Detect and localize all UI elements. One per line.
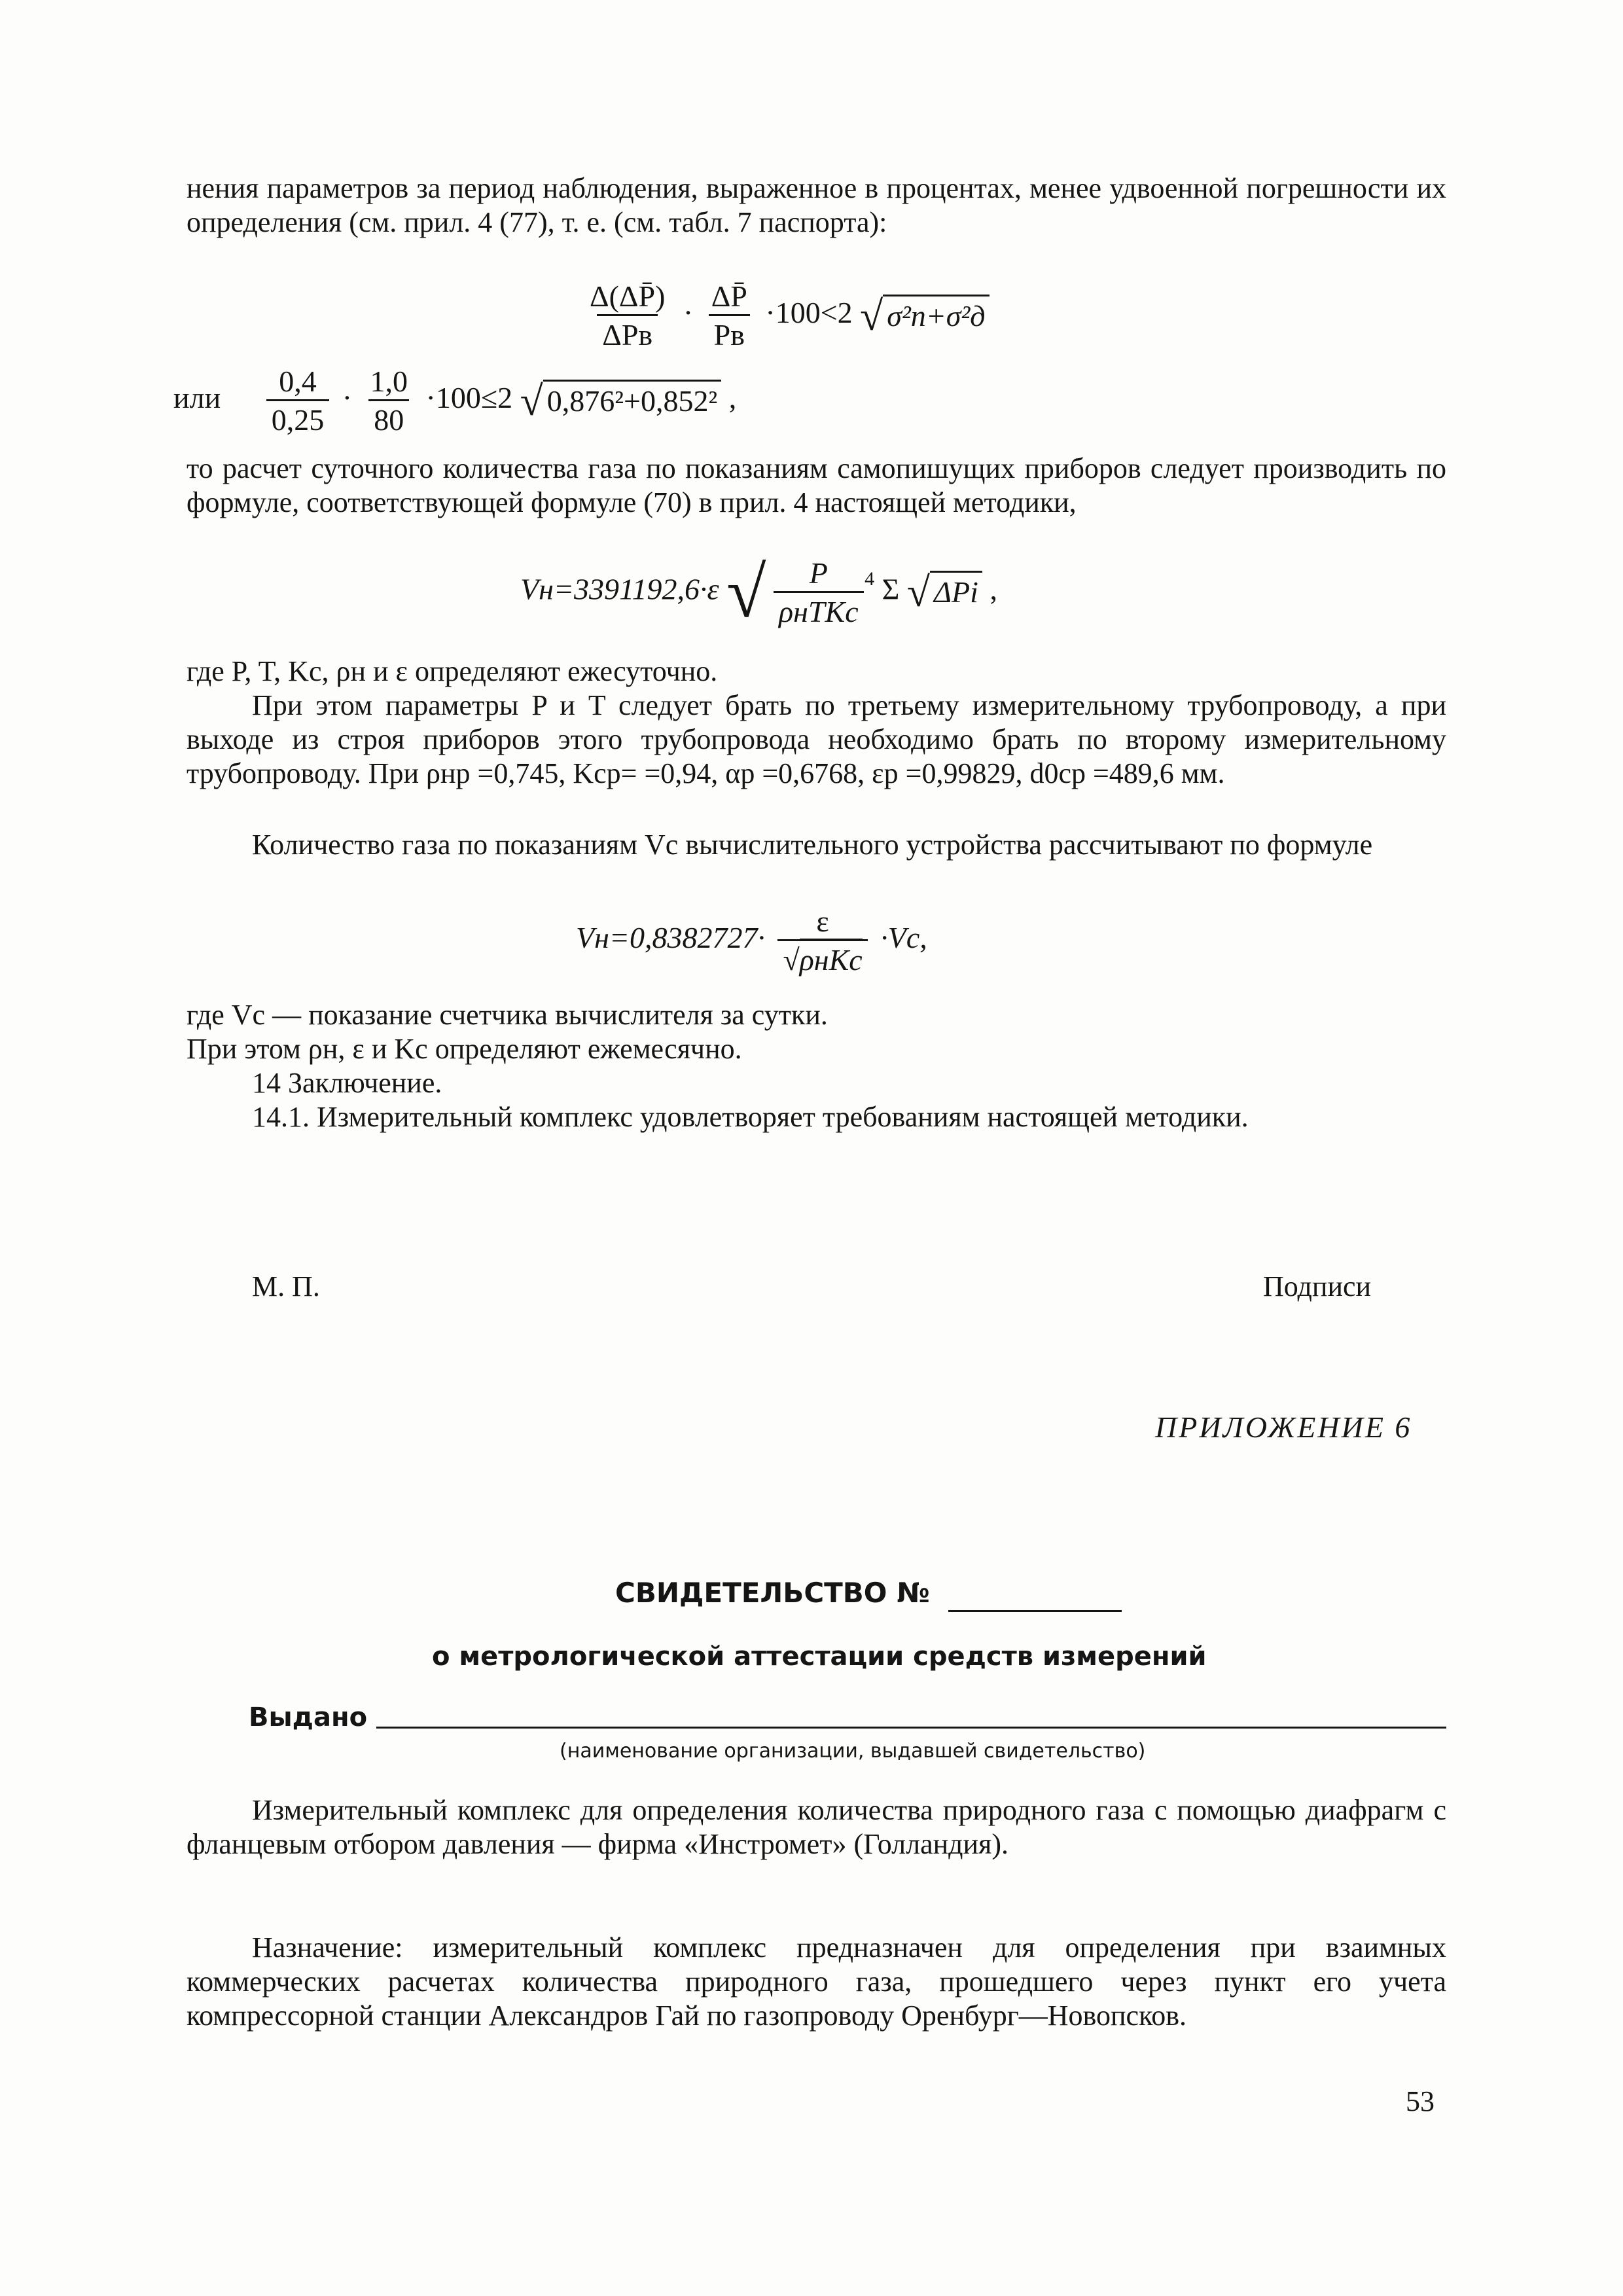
section-14-1: 14.1. Измерительный комплекс удовлетворяет требованиям настоящей методики. xyxy=(252,1101,1249,1133)
signatures-label: Подписи xyxy=(1263,1270,1372,1302)
computer-paragraph: Количество газа по показаниям Vc вычислительного устройства рассчитывают по формуле xyxy=(252,829,1373,861)
appendix-label: ПРИЛОЖЕНИЕ 6 xyxy=(1155,1410,1412,1444)
formula1-denominator-1: ΔPв xyxy=(597,314,658,350)
issued-line xyxy=(376,1727,1446,1729)
certificate-title: СВИДЕТЕЛЬСТВО № xyxy=(615,1576,1122,1612)
certificate-subtitle: о метрологической аттестации средств измерений xyxy=(432,1641,1207,1672)
issued-hint: (наименование организации, выдавшей свидетельство) xyxy=(560,1740,1146,1763)
formula1-root: √ σ²п+σ²д xyxy=(860,295,989,337)
section-14-heading: 14 Заключение. xyxy=(252,1067,442,1099)
formula1-numerator-1: Δ(ΔP̄) xyxy=(590,279,666,313)
where-paragraph: где P, T, Kc, ρн и ε определяют ежесуточно. При этом параметры P и T следует брать по третьему измерительному трубопроводу, а при выходе из строя приборов этого трубопровода необходимо брать по второму измерительному трубопроводу. При ρнр =0,745, Kср= =0,94, αр =0,6768, εр =0,99829, d0ср =489,6 мм. xyxy=(187,655,1446,789)
formula-computer-volume: Vн=0,8382727· $\frac{\varepsilon}{\text{√ρнKc}}$ ·Vc, xyxy=(576,905,927,977)
page-number: 53 xyxy=(1406,2085,1435,2117)
formula1-denominator-2: Pв xyxy=(709,314,750,350)
then-paragraph: то расчет суточного количества газа по показаниям самопишущих приборов следует производить по формуле, соответствующей формуле (70) в прил. 4 настоящей методики, xyxy=(187,452,1446,518)
certificate-number-line xyxy=(948,1576,1122,1612)
formula-relative-change: $\frac{\Delta(\Delta P̄)}{\text{ΔPв}}$ · $\frac{\Delta P̄}{Pв}$ ·100<2 √ σ²п+σ²д xyxy=(579,281,990,350)
issued-label: Выдано xyxy=(249,1702,368,1732)
complex-paragraph: Измерительный комплекс для определения количества природного газа с помощью диафрагм с фланцевым отбором давления — фирма «Инстромет» (Голландия). xyxy=(187,1794,1446,1860)
formula-numeric-check: или $\frac{0,4}{0,25}$ · $\frac{1,0}{80}$ ·100≤2 √ 0,876²+0,852² , xyxy=(173,365,737,437)
mp-label: М. П. xyxy=(252,1270,320,1302)
purpose-paragraph: Назначение: измерительный комплекс предназначен для определения при взаимных коммерческих расчетах количества природного газа, прошедшего через пункт его учета компрессорной станции Александров Гай по газопроводу Оренбург—Новопсков. xyxy=(187,1931,1446,2032)
formula1-numerator-2: ΔP̄ xyxy=(711,279,747,313)
intro-paragraph: нения параметров за период наблюдения, выраженное в процентах, менее удвоенной погрешности их определения (см. прил. 4 (77), т. е. (см. табл. 7 паспорта): xyxy=(187,172,1446,238)
formula-daily-volume: Vн=3391192,6·ε √ $\frac{P}{\text{ρнTKc}}$ $^4$ Σ √ ΔPi , xyxy=(520,552,997,632)
where-second-paragraph: где Vc — показание счетчика вычислителя за сутки. При этом ρн, ε и Kc определяют ежемесячно. 14 Заключение. 14.1. Измерительный комплекс удовлетворяет требованиям настоящей методики. xyxy=(187,998,1446,1134)
